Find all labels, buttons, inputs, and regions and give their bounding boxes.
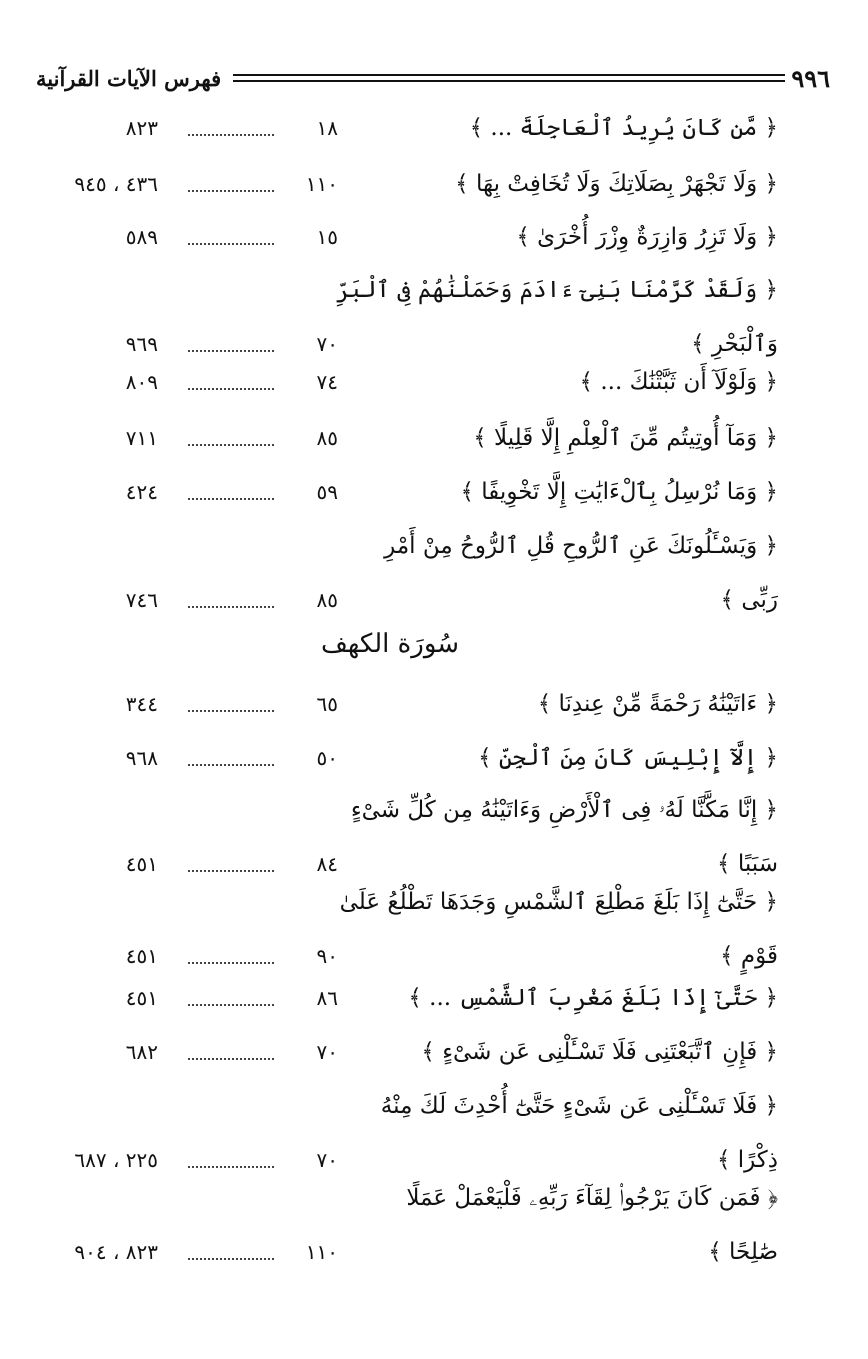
verse-text: ﴿ مَّن كَانَ يُرِيدُ ٱلْعَاجِلَةَ ... ﴾	[469, 115, 778, 141]
ayah-number: ٦٥	[316, 692, 338, 716]
index-row-line	[36, 270, 778, 310]
verse-text: ذِكْرًا ﴾	[716, 1147, 778, 1173]
ayah-number: ٨٦	[316, 986, 338, 1010]
index-row-line	[36, 1140, 778, 1180]
dot-leader	[188, 858, 274, 872]
index-row-line	[36, 1232, 778, 1272]
page-references: ٩٦٨	[125, 746, 158, 770]
verse-text: ﴿ فَلَا تَسْـَٔلْنِى عَن شَىْءٍ حَتَّىٰٓ أُحْدِثَ لَكَ مِنْهُ	[380, 1093, 778, 1119]
dot-leader	[188, 1154, 274, 1168]
page-references: ٨٢٣ ، ٩٠٤	[74, 1240, 158, 1264]
verse-text: ﴿ ءَاتَيْنَٰهُ رَحْمَةً مِّنْ عِندِنَا ﴾	[537, 691, 778, 717]
dot-leader	[188, 122, 274, 136]
verse-text: ﴿ فَإِنِ ٱتَّبَعْتَنِى فَلَا تَسْـَٔلْنِى عَن شَىْءٍ ﴾	[421, 1039, 778, 1065]
index-row-line	[36, 1178, 778, 1218]
verse-text: ﴿ إِنَّا مَكَّنَّا لَهُۥ فِى ٱلْأَرْضِ وَءَاتَيْنَٰهُ مِن كُلِّ شَىْءٍ	[350, 797, 778, 823]
index-row-line	[36, 108, 778, 148]
ayah-number: ٧٠	[316, 332, 338, 356]
verse-text: صَٰلِحًا ﴾	[708, 1239, 778, 1265]
index-row-line	[36, 362, 778, 402]
verse-text: ﴿ وَلَقَدْ كَرَّمْنَا بَنِىٓ ءَادَمَ وَحَمَلْنَٰهُمْ فِى ٱلْبَرِّ	[336, 277, 778, 303]
dot-leader	[188, 1246, 274, 1260]
page-header	[36, 58, 830, 98]
index-row-line	[36, 882, 778, 922]
index-row-line	[36, 526, 778, 566]
dot-leader	[188, 1046, 274, 1060]
page-references: ٣٤٤	[125, 692, 158, 716]
page-references: ٨٢٣	[125, 116, 158, 140]
ayah-number: ٩٠	[316, 944, 338, 968]
header-double-rule	[233, 74, 785, 82]
dot-leader	[188, 338, 274, 352]
verse-text: ﴿ فَمَن كَانَ يَرْجُوا۟ لِقَآءَ رَبِّهِۦ فَلْيَعْمَلْ عَمَلًا	[406, 1185, 778, 1211]
index-row-line	[36, 217, 778, 257]
page-references: ٧٤٦	[125, 588, 158, 612]
verse-text: سَبَبًا ﴾	[717, 851, 778, 877]
index-row-line	[36, 418, 778, 458]
ayah-number: ١١٠	[305, 1240, 338, 1264]
ayah-number: ٨٥	[316, 588, 338, 612]
ayah-number: ٧٤	[316, 370, 338, 394]
surah-heading: سُورَة الكهف	[320, 629, 460, 659]
index-row-line	[36, 580, 778, 620]
dot-leader	[188, 950, 274, 964]
dot-leader	[188, 231, 274, 245]
page-references: ٧١١	[125, 426, 158, 450]
verse-text: ﴿ إِلَّآ إِبْلِيسَ كَانَ مِنَ ٱلْجِنِّ ﴾	[478, 745, 778, 771]
dot-leader	[188, 698, 274, 712]
ayah-number: ١١٠	[305, 172, 338, 196]
ayah-number: ٥٩	[316, 480, 338, 504]
dot-leader	[188, 432, 274, 446]
page-references: ٤٥١	[125, 986, 158, 1010]
index-row-line	[36, 978, 778, 1018]
verse-text: ﴿ وَلَا تَجْهَرْ بِصَلَاتِكَ وَلَا تُخَافِتْ بِهَا ﴾	[455, 171, 778, 197]
page-references: ٤٥١	[125, 944, 158, 968]
index-row-line	[36, 1086, 778, 1126]
dot-leader	[188, 992, 274, 1006]
verse-text: ﴿ وَلَا تَزِرُ وَازِرَةٌ وِزْرَ أُخْرَىٰ ﴾	[516, 224, 778, 250]
ayah-number: ١٨	[316, 116, 338, 140]
index-row-line	[36, 790, 778, 830]
dot-leader	[188, 594, 274, 608]
index-row-line	[36, 472, 778, 512]
index-row-line	[36, 738, 778, 778]
dot-leader	[188, 486, 274, 500]
verse-text: ﴿ وَمَا نُرْسِلُ بِٱلْءَايَٰتِ إِلَّا تَخْوِيفًا ﴾	[460, 479, 778, 505]
dot-leader	[188, 178, 274, 192]
page-number: ٩٩٦	[791, 63, 830, 93]
ayah-number: ١٥	[316, 225, 338, 249]
page-references: ٢٢٥ ، ٦٨٧	[74, 1148, 158, 1172]
ayah-number: ٨٥	[316, 426, 338, 450]
running-title: فهرس الآيات القرآنية	[36, 65, 222, 91]
dot-leader	[188, 376, 274, 390]
verse-text: ﴿ وَيَسْـَٔلُونَكَ عَنِ ٱلرُّوحِ قُلِ ٱلرُّوحُ مِنْ أَمْرِ	[384, 533, 778, 559]
page-references: ٩٦٩	[125, 332, 158, 356]
page-references: ٤٢٤	[125, 480, 158, 504]
page-references: ٥٨٩	[125, 225, 158, 249]
dot-leader	[188, 752, 274, 766]
verse-text: وَٱلْبَحْرِ ﴾	[691, 331, 778, 357]
verse-text: ﴿ وَمَآ أُوتِيتُم مِّنَ ٱلْعِلْمِ إِلَّا قَلِيلًا ﴾	[473, 425, 778, 451]
index-row-line	[36, 844, 778, 884]
page-references: ٤٥١	[125, 852, 158, 876]
page-references: ٨٠٩	[125, 370, 158, 394]
index-row-line	[36, 1032, 778, 1072]
index-row-line	[36, 936, 778, 976]
page-references: ٤٣٦ ، ٩٤٥	[74, 172, 158, 196]
index-row-line	[36, 324, 778, 364]
verse-text: ﴿ حَتَّىٰٓ إِذَا بَلَغَ مَطْلِعَ ٱلشَّمْسِ وَجَدَهَا تَطْلُعُ عَلَىٰ	[339, 889, 778, 915]
ayah-number: ٨٤	[316, 852, 338, 876]
ayah-number: ٥٠	[316, 746, 338, 770]
verse-text: ﴿ وَلَوْلَآ أَن ثَبَّتْنَٰكَ ... ﴾	[579, 369, 778, 395]
verse-text: ﴿ حَتَّىٰٓ إِذَا بَلَغَ مَغْرِبَ ٱلشَّمْسِ ... ﴾	[408, 985, 778, 1011]
verse-text: رَبِّى ﴾	[720, 587, 778, 613]
index-row-line	[36, 684, 778, 724]
ayah-number: ٧٠	[316, 1148, 338, 1172]
verse-text: قَوْمٍ ﴾	[720, 943, 778, 969]
page-references: ٦٨٢	[125, 1040, 158, 1064]
ayah-number: ٧٠	[316, 1040, 338, 1064]
index-row-line	[36, 164, 778, 204]
